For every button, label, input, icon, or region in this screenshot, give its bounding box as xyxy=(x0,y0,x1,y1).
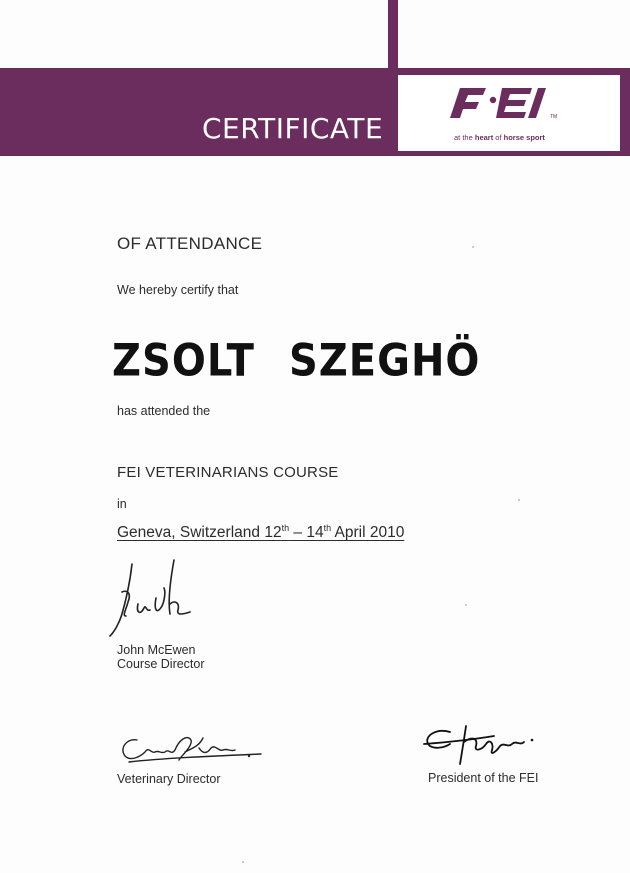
scan-speck xyxy=(518,499,520,501)
fei-logo xyxy=(398,75,620,151)
scan-speck xyxy=(472,246,474,248)
scan-speck xyxy=(242,861,244,863)
in-text: in xyxy=(117,497,127,511)
scan-speck xyxy=(465,604,467,606)
header-vertical-bar xyxy=(388,0,398,68)
vet-director-title: Veterinary Director xyxy=(117,772,221,786)
svg-text:TM: TM xyxy=(550,114,558,120)
subtitle-of-attendance: OF ATTENDANCE xyxy=(117,234,263,253)
vet-director-signature xyxy=(115,726,265,770)
course-director-signature xyxy=(104,552,204,642)
president-title: President of the FEI xyxy=(428,771,539,785)
location-date: Geneva, Switzerland 12th – 14th April 2010 xyxy=(117,523,405,542)
attended-text: has attended the xyxy=(117,404,211,418)
fei-tagline: at the heart of horse sport xyxy=(454,133,545,142)
course-director-title: Course Director xyxy=(117,657,205,671)
recipient-name: ZSOLT SZEGHÖ xyxy=(112,335,481,387)
fei-logo-mark xyxy=(446,84,566,120)
course-name: FEI VETERINARIANS COURSE xyxy=(117,464,339,481)
certify-text: We hereby certify that xyxy=(117,283,239,297)
course-director-name: John McEwen xyxy=(117,643,196,657)
president-signature xyxy=(420,722,540,768)
certificate-title: CERTIFICATE xyxy=(202,112,384,145)
